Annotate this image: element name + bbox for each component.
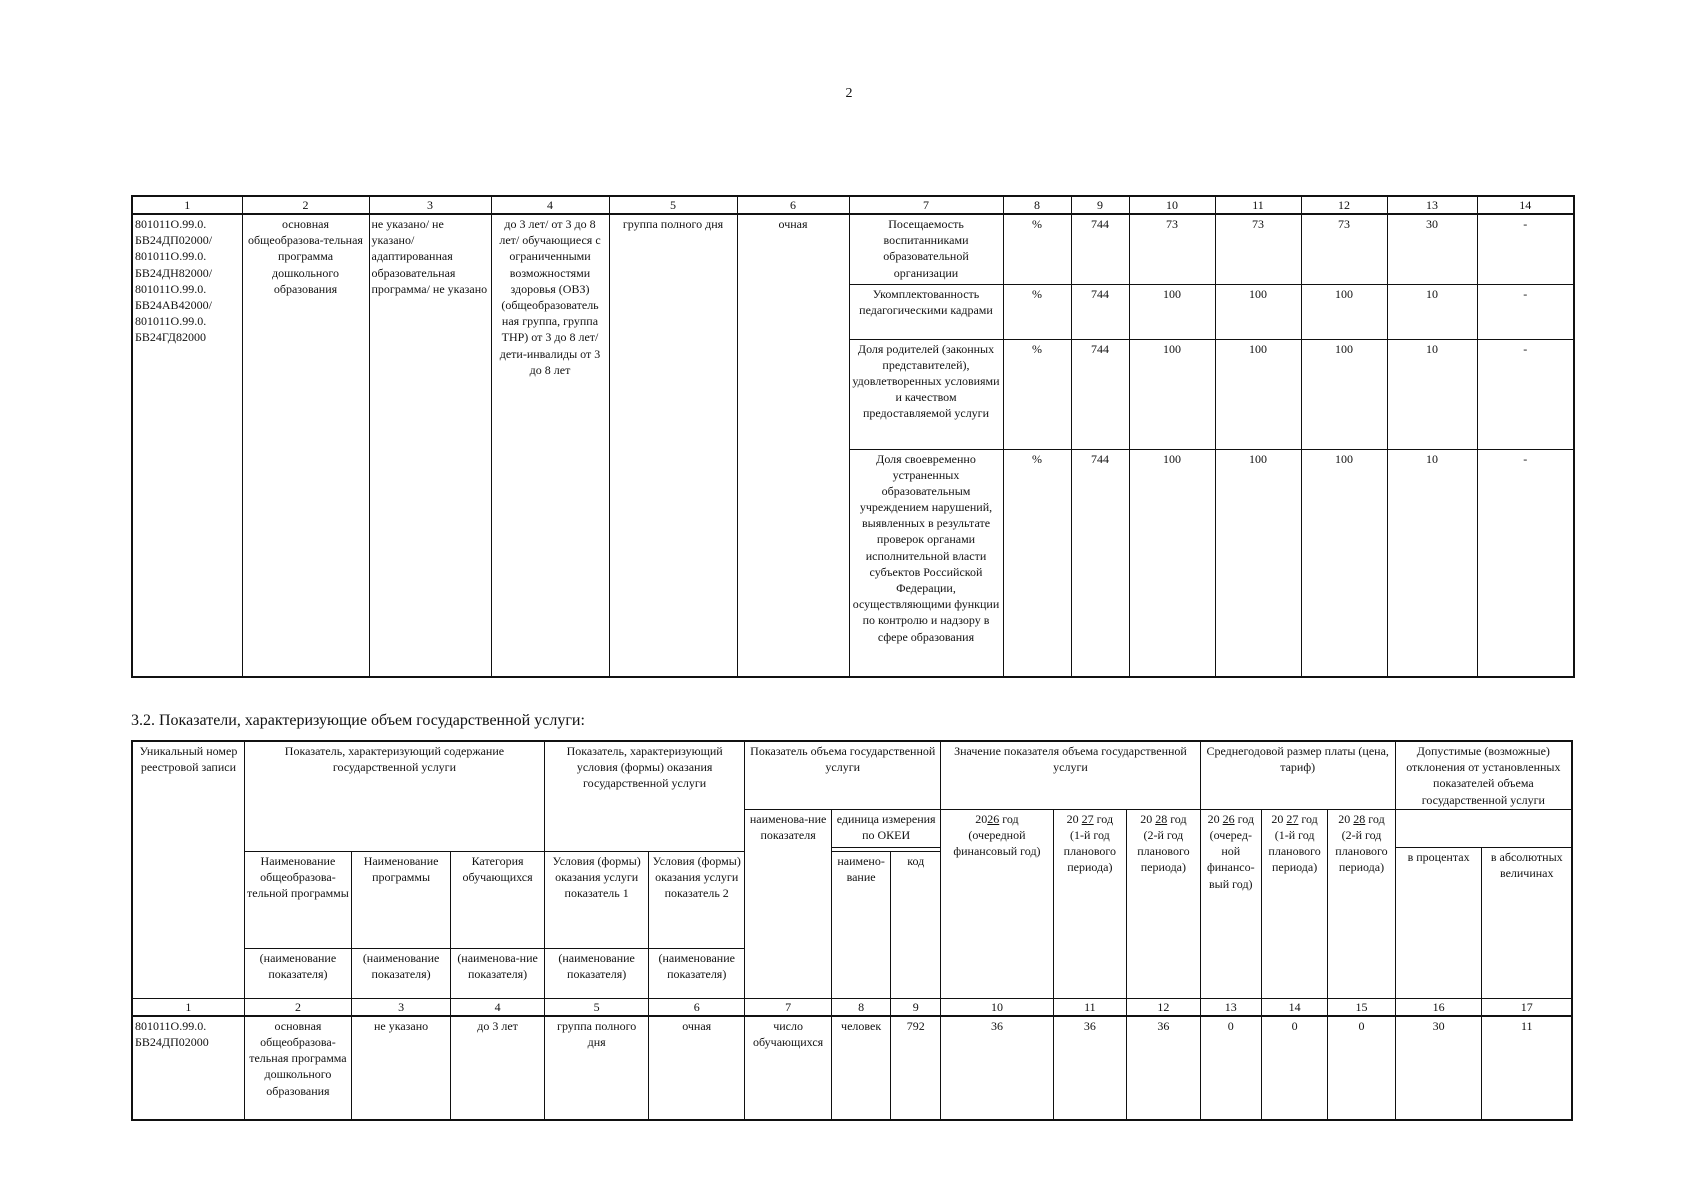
section-title: 3.2. Показатели, характеризующие объем государственной услуги: <box>131 712 585 729</box>
header-sub-indicator: (наименование показателя) <box>545 948 649 998</box>
volume-indicators-table <box>131 740 1573 1121</box>
program-type-cell: не указано <box>352 1016 451 1120</box>
col-number: 1 <box>132 998 244 1016</box>
header-deviation-pct: в процентах <box>1395 847 1482 998</box>
indicator-value: 100 <box>1301 449 1387 677</box>
col-number: 5 <box>609 196 737 214</box>
page-number: 2 <box>845 86 853 101</box>
unit-code: 792 <box>891 1016 941 1120</box>
header-unique-number: Уникальный номер реестровой записи <box>132 741 244 998</box>
deviation-pct: 30 <box>1395 1016 1482 1120</box>
indicator-value: 100 <box>1129 284 1215 339</box>
column-numbers-row <box>132 196 1574 214</box>
price-year2: 0 <box>1261 1016 1327 1120</box>
indicator-name: Доля своевременно устраненных образовательным учреждением нарушений, выявленных в результате проверок органами исполнительной власти субъектов Российской Федерации, осуществляющими функции по контролю и надзору в сфере образования <box>849 449 1003 677</box>
col-number: 14 <box>1261 998 1327 1016</box>
deviation-pct: 10 <box>1387 284 1477 339</box>
header-content-group: Показатель, характеризующий содержание государственной услуги <box>244 741 544 851</box>
indicator-unit: % <box>1003 339 1071 449</box>
table-row <box>132 214 1574 284</box>
header-sub-indicator: (наименование показателя) <box>649 948 745 998</box>
col-number: 8 <box>1003 196 1071 214</box>
col-number: 13 <box>1387 196 1477 214</box>
header-category: Категория обучающихся <box>451 851 545 948</box>
col-number: 16 <box>1395 998 1482 1016</box>
indicator-code: 744 <box>1071 449 1129 677</box>
indicator-value: 100 <box>1301 339 1387 449</box>
header-indicator-name: наименова-ние показателя <box>745 809 832 998</box>
category-cell: до 3 лет/ от 3 до 8 лет/ обучающиеся с ограниченными возможностями здоровья (ОВЗ) (общеобразователь ная группа, группа ТНР) от 3 до 8 лет/ дети-инвалиды от 3 до 8 лет <box>491 214 609 677</box>
header-program-type: Наименование программы <box>352 851 451 948</box>
col-number: 10 <box>1129 196 1215 214</box>
condition1-cell: группа полного дня <box>609 214 737 677</box>
program-cell: основная общеобразова-тельная программа дошкольного образования <box>244 1016 351 1120</box>
col-number: 4 <box>451 998 545 1016</box>
table-row <box>132 1016 1572 1120</box>
header-value-year2: 20 27 год (1-й год планового периода) <box>1053 809 1127 998</box>
col-number: 6 <box>649 998 745 1016</box>
indicator-name: Посещаемость воспитанниками образовательной организации <box>849 214 1003 284</box>
deviation-abs: - <box>1477 449 1574 677</box>
deviation-abs: - <box>1477 284 1574 339</box>
indicator-code: 744 <box>1071 214 1129 284</box>
indicator-unit: % <box>1003 449 1071 677</box>
deviation-pct: 30 <box>1387 214 1477 284</box>
indicator-name: число обучающихся <box>745 1016 832 1120</box>
header-value-year1: 2026 год (очередной финансовый год) <box>941 809 1053 998</box>
col-number: 12 <box>1127 998 1201 1016</box>
deviation-pct: 10 <box>1387 339 1477 449</box>
col-number: 1 <box>132 196 242 214</box>
col-number: 8 <box>832 998 891 1016</box>
header-value-year3: 20 28 год (2-й год планового периода) <box>1127 809 1201 998</box>
indicator-code: 744 <box>1071 284 1129 339</box>
value-year1: 36 <box>941 1016 1053 1120</box>
price-year1: 0 <box>1200 1016 1261 1120</box>
indicator-name: Доля родителей (законных представителей), удовлетворенных условиями и качеством предоставляемой услуги <box>849 339 1003 449</box>
indicator-code: 744 <box>1071 339 1129 449</box>
header-program: Наименование общеобразова-тельной программы <box>244 851 351 948</box>
header-condition2: Условия (формы) оказания услуги показатель 2 <box>649 851 745 948</box>
col-number: 6 <box>737 196 849 214</box>
col-number: 12 <box>1301 196 1387 214</box>
header-value-group: Значение показателя объема государственной услуги <box>941 741 1200 809</box>
condition2-cell: очная <box>649 1016 745 1120</box>
condition1-cell: группа полного дня <box>545 1016 649 1120</box>
indicator-value: 73 <box>1301 214 1387 284</box>
indicator-value: 73 <box>1129 214 1215 284</box>
deviation-pct: 10 <box>1387 449 1477 677</box>
col-number: 7 <box>745 998 832 1016</box>
header-price-year2: 20 27 год (1-й год планового периода) <box>1261 809 1327 998</box>
indicator-value: 100 <box>1215 449 1301 677</box>
header-price-year3: 20 28 год (2-й год планового периода) <box>1328 809 1395 998</box>
header-conditions-group: Показатель, характеризующий условия (формы) оказания государственной услуги <box>545 741 745 851</box>
col-number: 2 <box>242 196 369 214</box>
col-number: 9 <box>891 998 941 1016</box>
indicator-unit: % <box>1003 214 1071 284</box>
header-unit-okei: единица измерения по ОКЕИ <box>832 809 941 847</box>
col-number: 4 <box>491 196 609 214</box>
col-number: 3 <box>369 196 491 214</box>
indicator-value: 100 <box>1129 449 1215 677</box>
program-type-cell: не указано/ не указано/ адаптированная образовательная программа/ не указано <box>369 214 491 677</box>
col-number: 3 <box>352 998 451 1016</box>
value-year2: 36 <box>1053 1016 1127 1120</box>
column-numbers-row <box>132 998 1572 1016</box>
registry-number: 801011О.99.0. БВ24ДП02000 <box>132 1016 244 1120</box>
header-unit-code: код <box>891 851 941 998</box>
header-deviation-abs: в абсолютных величинах <box>1482 847 1572 998</box>
header-sub-indicator: (наименование показателя) <box>244 948 351 998</box>
header-condition1: Условия (формы) оказания услуги показатель 1 <box>545 851 649 948</box>
header-row <box>132 741 1572 809</box>
unit-name: человек <box>832 1016 891 1120</box>
indicator-name: Укомплектованность педагогическими кадрами <box>849 284 1003 339</box>
registry-number: 801011О.99.0. БВ24ДП02000/ 801011О.99.0. БВ24ДН82000/ 801011О.99.0. БВ24АВ42000/ 801011О.99.0. БВ24ГД82000 <box>132 214 242 677</box>
header-deviation-spacer <box>1395 809 1572 847</box>
col-number: 7 <box>849 196 1003 214</box>
price-year3: 0 <box>1328 1016 1395 1120</box>
col-number: 15 <box>1328 998 1395 1016</box>
quality-indicators-table <box>131 195 1575 678</box>
col-number: 9 <box>1071 196 1129 214</box>
header-sub-indicator: (наименова-ние показателя) <box>451 948 545 998</box>
value-year3: 36 <box>1127 1016 1201 1120</box>
header-volume-group: Показатель объема государственной услуги <box>745 741 941 809</box>
deviation-abs: - <box>1477 339 1574 449</box>
col-number: 10 <box>941 998 1053 1016</box>
indicator-unit: % <box>1003 284 1071 339</box>
deviation-abs: - <box>1477 214 1574 284</box>
indicator-value: 100 <box>1129 339 1215 449</box>
indicator-value: 100 <box>1301 284 1387 339</box>
indicator-value: 100 <box>1215 339 1301 449</box>
header-price-group: Среднегодовой размер платы (цена, тариф) <box>1200 741 1395 809</box>
col-number: 13 <box>1200 998 1261 1016</box>
indicator-value: 100 <box>1215 284 1301 339</box>
header-deviation-group: Допустимые (возможные) отклонения от установленных показателей объема государственной услуги <box>1395 741 1572 809</box>
col-number: 14 <box>1477 196 1574 214</box>
col-number: 11 <box>1053 998 1127 1016</box>
deviation-abs: 11 <box>1482 1016 1572 1120</box>
col-number: 2 <box>244 998 351 1016</box>
header-price-year1: 20 26 год (очеред-ной финансо-вый год) <box>1200 809 1261 998</box>
condition2-cell: очная <box>737 214 849 677</box>
program-cell: основная общеобразова-тельная программа дошкольного образования <box>242 214 369 677</box>
col-number: 5 <box>545 998 649 1016</box>
col-number: 11 <box>1215 196 1301 214</box>
col-number: 17 <box>1482 998 1572 1016</box>
header-unit-name: наимено-вание <box>832 851 891 998</box>
category-cell: до 3 лет <box>451 1016 545 1120</box>
indicator-value: 73 <box>1215 214 1301 284</box>
header-sub-indicator: (наименование показателя) <box>352 948 451 998</box>
